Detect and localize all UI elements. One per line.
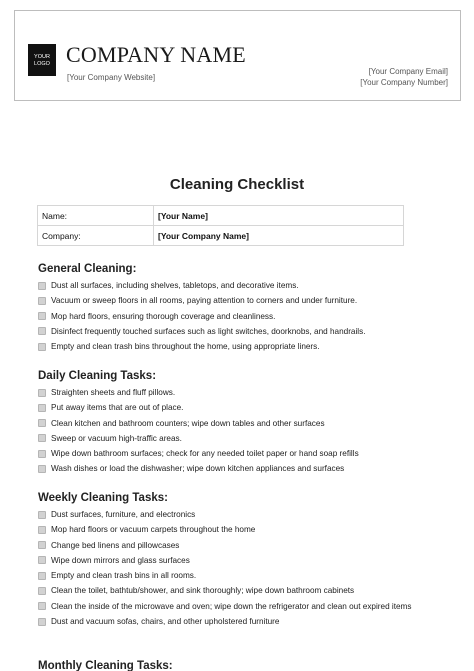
checklist-item	[38, 311, 421, 326]
checklist-item-label: Dust surfaces, furniture, and electronics	[51, 510, 196, 519]
checklist-item	[38, 585, 421, 600]
checklist-item-label: Dust all surfaces, including shelves, tabletops, and decorative items.	[51, 281, 299, 290]
company-website: [Your Company Website]	[67, 73, 156, 82]
section-general-cleaning	[38, 263, 421, 356]
checklist-item-label: Empty and clean trash bins in all rooms.	[51, 571, 197, 581]
section-daily-cleaning	[38, 370, 421, 479]
checklist-item	[38, 540, 421, 555]
info-label-name: Name:	[38, 206, 154, 226]
checkbox[interactable]	[38, 541, 46, 549]
company-header	[14, 10, 461, 101]
checkbox[interactable]	[38, 343, 46, 351]
checklist-item-label: Empty and clean trash bins throughout the home, using appropriate liners.	[51, 342, 320, 352]
company-logo	[28, 44, 56, 76]
section-monthly-cleaning	[38, 660, 173, 671]
section-title: Weekly Cleaning Tasks:	[38, 492, 168, 504]
company-email: [Your Company Email]	[368, 67, 448, 76]
checkbox[interactable]	[38, 419, 46, 427]
checklist-item	[38, 463, 421, 478]
info-table	[37, 205, 404, 246]
checklist-item-label: Mop hard floors or vacuum carpets throughout the home	[51, 525, 256, 535]
checklist-item-label: Change bed linens and pillowcases	[51, 540, 180, 550]
logo-line-2: LOGO	[34, 60, 50, 67]
checklist-item-label: Clean the toilet, bathtub/shower, and sink thoroughly; wipe down bathroom cabinets	[51, 586, 355, 596]
checklist-item	[38, 509, 421, 524]
checklist-item	[38, 555, 421, 570]
checklist-item	[38, 616, 421, 631]
checkbox[interactable]	[38, 327, 46, 335]
checkbox[interactable]	[38, 526, 46, 534]
info-row-company	[38, 226, 404, 246]
checklist-item	[38, 448, 421, 463]
section-title: General Cleaning:	[38, 263, 137, 275]
checklist-item	[38, 433, 421, 448]
info-value-name[interactable]: [Your Name]	[154, 206, 404, 226]
checklist-item-label: Dust and vacuum sofas, chairs, and other upholstered furniture	[51, 617, 280, 627]
checkbox[interactable]	[38, 572, 46, 580]
checklist-item	[38, 402, 421, 417]
company-name: COMPANY NAME	[66, 42, 246, 67]
checklist-item	[38, 570, 421, 585]
checkbox[interactable]	[38, 556, 46, 564]
checkbox[interactable]	[38, 511, 46, 519]
logo-line-1: YOUR	[34, 54, 50, 60]
checklist-item	[38, 601, 421, 616]
checkbox[interactable]	[38, 282, 46, 290]
document-title: Cleaning Checklist	[169, 176, 305, 193]
checkbox[interactable]	[38, 389, 46, 397]
section-weekly-cleaning	[38, 492, 421, 631]
checklist-item-label: Sweep or vacuum high-traffic areas.	[51, 433, 182, 443]
info-value-company[interactable]: [Your Company Name]	[154, 226, 404, 246]
checklist-item-label: Mop hard floors, ensuring thorough coverage and cleanliness.	[51, 311, 276, 321]
checklist-item	[38, 326, 421, 341]
checklist-item	[38, 524, 421, 539]
checklist-item	[38, 341, 421, 356]
checklist-item-label: Clean kitchen and bathroom counters; wipe down tables and other surfaces	[51, 418, 325, 428]
checkbox[interactable]	[38, 465, 46, 473]
checkbox[interactable]	[38, 434, 46, 442]
checklist-item	[38, 295, 421, 310]
checklist-item-label: Wipe down bathroom surfaces; check for any needed toilet paper or hand soap refills	[51, 449, 359, 459]
section-title: Daily Cleaning Tasks:	[38, 370, 157, 382]
checkbox[interactable]	[38, 404, 46, 412]
company-number: [Your Company Number]	[360, 78, 448, 87]
checklist-item-label: Disinfect frequently touched surfaces such as light switches, doorknobs, and handrails.	[51, 326, 366, 336]
checklist-item-label: Wash dishes or load the dishwasher; wipe down kitchen appliances and surfaces	[51, 464, 345, 474]
checkbox[interactable]	[38, 602, 46, 610]
checklist-item-label: Wipe down mirrors and glass surfaces	[51, 555, 190, 565]
company-contact	[360, 66, 448, 88]
checkbox[interactable]	[38, 618, 46, 626]
checklist-item-label: Put away items that are out of place.	[51, 403, 184, 413]
checkbox[interactable]	[38, 450, 46, 458]
checklist-item	[38, 418, 421, 433]
checkbox[interactable]	[38, 297, 46, 305]
section-title: Monthly Cleaning Tasks:	[38, 660, 173, 671]
checklist-item	[38, 387, 421, 402]
checkbox[interactable]	[38, 587, 46, 595]
checklist-item	[38, 280, 421, 295]
checkbox[interactable]	[38, 312, 46, 320]
info-row-name	[38, 206, 404, 226]
info-label-company: Company:	[38, 226, 154, 246]
checklist-item-label: Straighten sheets and fluff pillows.	[51, 388, 176, 397]
checklist-item-label: Vacuum or sweep floors in all rooms, paying attention to corners and under furniture.	[51, 296, 358, 306]
checklist-item-label: Clean the inside of the microwave and oven; wipe down the refrigerator and clean out expired items	[51, 601, 412, 611]
